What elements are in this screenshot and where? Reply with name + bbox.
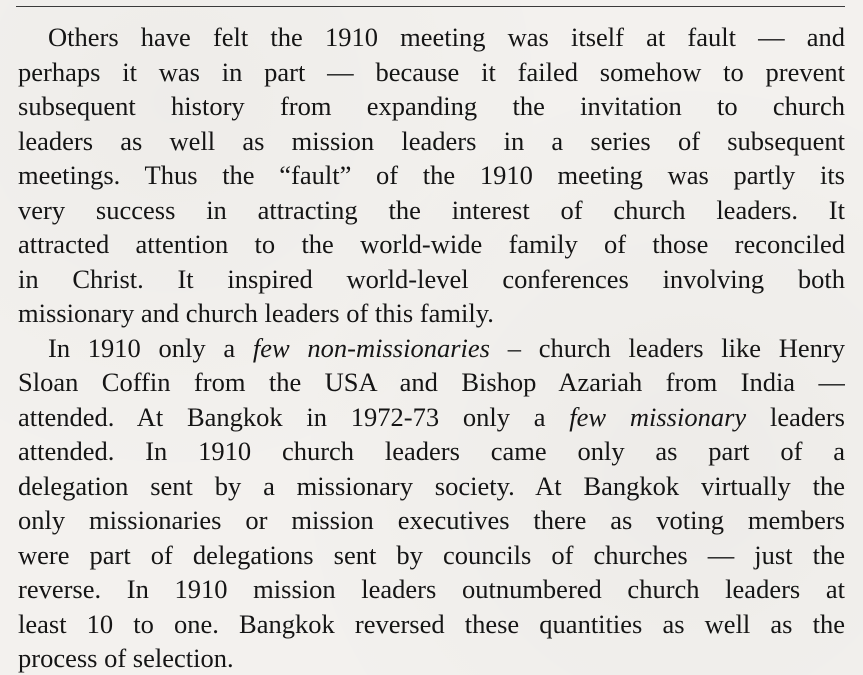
text-segment: process of selection. (18, 643, 234, 673)
text-segment: in Christ. It inspired world-level conferences involving both (18, 263, 845, 294)
text-line (18, 262, 845, 297)
text-segment: were part of delegations sent by councils of churches — just the (18, 539, 845, 570)
text-segment: only missionaries or mission executives there as voting members (18, 505, 845, 535)
text-segment: attended. In 1910 church leaders came only as part of a (18, 436, 845, 466)
text-segment: Sloan Coffin from the USA and Bishop Azariah from India — (18, 367, 845, 397)
text-line (18, 124, 845, 159)
text-line (18, 89, 845, 124)
italic-text: few missionary (569, 401, 747, 432)
text-line (18, 331, 845, 366)
text-segment: In 1910 only a (48, 332, 253, 363)
text-segment: leaders as well as mission leaders in a series of subsequent (18, 125, 845, 156)
text-segment: reverse. In 1910 mission leaders outnumbered church leaders at (18, 574, 845, 604)
text-line (18, 641, 845, 675)
paragraph-2 (18, 331, 845, 675)
text-segment: subsequent history from expanding the invitation to church (18, 91, 845, 121)
top-rule (16, 6, 845, 7)
italic-text: few non-missionaries (252, 332, 490, 363)
text-segment: perhaps it was in part — because it failed somehow to prevent (18, 56, 845, 87)
text-line (18, 400, 845, 435)
text-segment: least 10 to one. Bangkok reversed these quantities as well as the (18, 608, 845, 639)
paragraph-1 (18, 20, 845, 331)
text-segment: missionary and church leaders of this family. (18, 298, 494, 328)
text-line (18, 469, 845, 504)
text-line (18, 193, 845, 228)
text-line (18, 227, 845, 262)
text-line (18, 572, 845, 607)
text-segment: meetings. Thus the “fault” of the 1910 meeting was partly its (18, 160, 845, 190)
text-line (18, 158, 845, 193)
text-line (18, 365, 845, 400)
text-segment: attended. At Bangkok in 1972-73 only a (18, 401, 570, 432)
text-segment: leaders (746, 401, 845, 432)
text-line (18, 296, 845, 331)
text-line (18, 538, 845, 573)
text-line (18, 434, 845, 469)
text-segment: attracted attention to the world-wide family of those reconciled (18, 229, 845, 259)
text-block (18, 20, 845, 675)
text-segment: very success in attracting the interest of church leaders. It (18, 194, 845, 225)
text-line (18, 607, 845, 642)
text-segment: delegation sent by a missionary society. At Bangkok virtually the (18, 470, 845, 501)
text-line (18, 20, 845, 55)
text-segment: – church leaders like Henry (489, 332, 845, 363)
text-line (18, 55, 845, 90)
text-segment: Others have felt the 1910 meeting was itself at fault — and (48, 22, 845, 52)
text-line (18, 503, 845, 538)
